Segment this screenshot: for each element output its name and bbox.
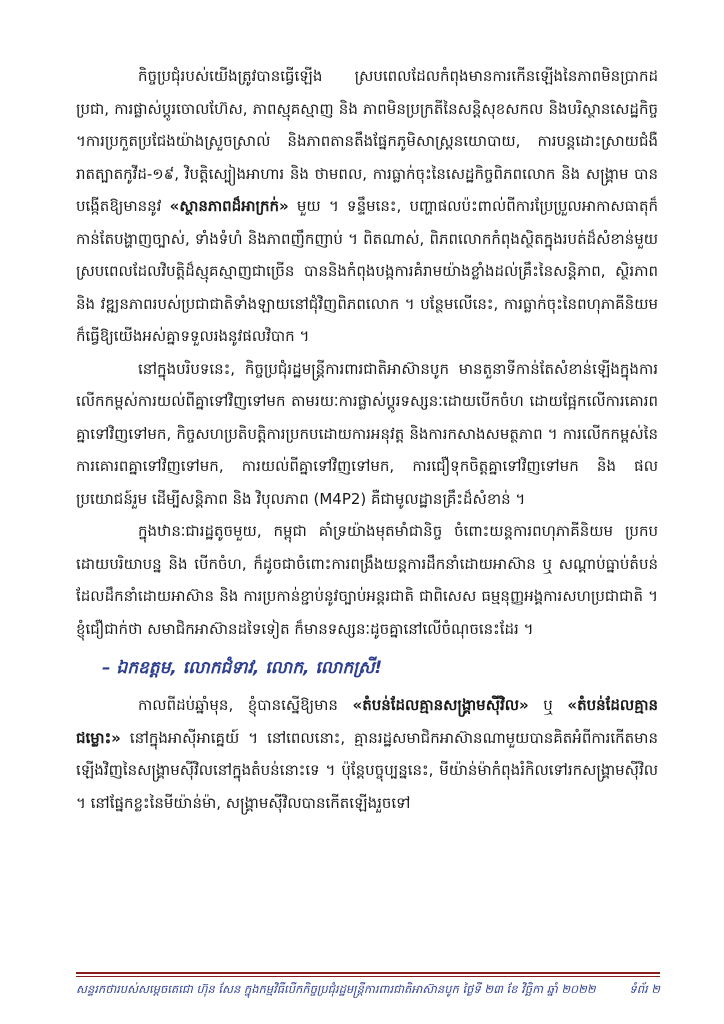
page-footer	[76, 982, 660, 999]
document-body	[76, 60, 658, 819]
paragraph-2: នៅក្នុងបរិបទនេះ, កិច្ចប្រជុំរដ្ឋមន្ត្រីការពារជាតិអាស៊ានបូក មានតួនាទីកាន់តែសំខាន់ឡើងក្នុងការលើកកម្ពស់ការយល់ពីគ្នាទៅវិញទៅមក តាមរយៈការផ្លាស់ប្តូរទស្សនៈដោយបើកចំហ ដោយផ្អែកលើការគោរពគ្នាទៅវិញទៅមក, កិច្ចសហប្រតិបត្តិការប្រកបដោយការអនុវត្ត និងការកសាងសមត្ថភាព ។ ការលើកកម្ពស់នៃការគោរពគ្នាទៅវិញទៅមក, ការយល់ពីគ្នាទៅវិញទៅមក, ការជឿទុកចិត្តគ្នាទៅវិញទៅមក និង ផលប្រយោជន៍រួម ដើម្បីសន្តិភាព និង វិបុលភាព (M4P2) គឺជាមូលដ្ឋានគ្រឹះដ៏សំខាន់ ។	[76, 359, 658, 508]
paragraph-1-bold: «ស្ថានភាពដ៏អាក្រក់»	[169, 197, 289, 215]
paragraph-4-text-c: នៅក្នុងអាស៊ីអាគ្នេយ៍ ។ នៅពេលនោះ, គ្មានរដ្ឋសមាជិកអាស៊ានណាមួយបានគិតអំពីការកើតមានឡើងវិញនៃសង្គ្រាមស៊ីវិលនៅក្នុងតំបន់នោះទេ ។ ប៉ុន្តែបច្ចុប្បន្ននេះ, មីយ៉ាន់ម៉ាកំពុងរំកិលទៅរកសង្គ្រាមស៊ីវិល ។ នៅផ្នែកខ្លះនៃមីយ៉ាន់ម៉ា, សង្គ្រាមស៊ីវិលបានកើតឡើងរួចទៅ	[76, 728, 658, 812]
section-heading: – ឯកឧត្តម, លោកជំទាវ, លោក, លោកស្រី!	[102, 658, 383, 678]
paragraph-4-text-b: ឬ	[528, 696, 568, 714]
footer-rule-thick	[76, 972, 660, 974]
paragraph-3: ក្នុងឋានៈជារដ្ឋតូចមួយ, កម្ពុជា គាំទ្រយ៉ាងមុតមាំជានិច្ច ចំពោះយន្តការពហុភាគីនិយម ប្រកបដោយបរិយាបន្ន និង បើកចំហ, ក៏ដូចជាចំពោះការពង្រឹងយន្តការដឹកនាំដោយអាស៊ាន ឬ សណ្តាប់ធ្នាប់តំបន់ ដែលដឹកនាំដោយអាស៊ាន និង ការប្រកាន់ខ្ជាប់នូវច្បាប់អន្តរជាតិ ជាពិសេស ធម្មនុញ្ញអង្គការសហប្រជាជាតិ ។ ខ្ញុំជឿជាក់ថា សមាជិកអាស៊ានដទៃទៀត ក៏មានទស្សនៈដូចគ្នានៅលើចំណុចនេះដែរ ។	[76, 522, 658, 638]
paragraph-4	[76, 689, 658, 819]
paragraph-1-text-a: កិច្ចប្រជុំរបស់យើងត្រូវបានធ្វើឡើង ស្របពេលដែលកំពុងមានការកើនឡើងនៃភាពមិនប្រាកដប្រជា, ការផ្លាស់ប្តូរចោលហ៊ែស, ភាពស្មុគស្មាញ និង ភាពមិនប្រក្រតីនៃសន្តិសុខសកល និងបរិស្ថានសេដ្ឋកិច្ច ។ការប្រកួតប្រជែងយ៉ាងស្រួចស្រាល់ និងភាពតានតឹងផ្នែកភូមិសាស្ត្រនយោបាយ, ការបន្តដោះស្រាយជំងឺរាតត្បាតកូវីដ-១៩, វិបត្តិស្បៀងអាហារ និង ថាមពល, ការធ្លាក់ចុះនៃសេដ្ឋកិច្ចពិភពលោក និង សង្គ្រាម បានបង្កើតឱ្យមាននូវ	[76, 67, 658, 215]
paragraph-1	[76, 60, 658, 353]
footer-text: សន្ទរកថារបស់សម្តេចតេជោ ហ៊ុន សែន ក្នុងកម្មវិធីបើកកិច្ចប្រជុំរដ្ឋមន្ត្រីការពារជាតិអាស៊ានបូក ថ្ងៃទី ២៣ ខែ វិច្ឆិកា ឆ្នាំ ២០២២	[76, 982, 596, 996]
paragraph-4-text-a: កាលពីដប់ឆ្នាំមុន, ខ្ញុំបានស្នើឱ្យមាន	[138, 696, 353, 714]
footer-rule-thin	[76, 976, 660, 977]
page-number: ទំព័រ ២	[629, 982, 660, 996]
paragraph-4-bold-1: «តំបន់ដែលគ្មានសង្គ្រាមស៊ីវិល»	[352, 696, 529, 714]
paragraph-4-bold-2: «តំបន់ដែលគ្មានជម្លោះ»	[76, 696, 658, 747]
paragraph-1-text-b: មួយ ។ ទន្ទឹមនេះ, បញ្ហាផលប៉ះពាល់ពីការប្រែប្រួលអាកាសធាតុក៏កាន់តែបង្ហាញច្បាស់, ទាំងទំហំ និងភាពញឹកញាប់ ។ ពិតណាស់, ពិភពលោកកំពុងស្ថិតក្នុងរបត់ដ៏សំខាន់មួយ ស្របពេលដែលវិបត្តិដ៏ស្មុគស្មាញជាច្រើន បាននិងកំពុងបង្កការគំរាមយ៉ាងខ្លាំងដល់គ្រឹះនៃសន្តិភាព, ស្ថិរភាព និង វឌ្ឍនភាពរបស់ប្រជាជាតិទាំងឡាយនៅជុំវិញពិភពលោក ។ បន្ថែមលើនេះ, ការធ្លាក់ចុះនៃពហុភាគីនិយម ក៏ធ្វើឱ្យយើងអស់គ្នាទទួលរងនូវផលវិបាក ។	[76, 197, 658, 345]
